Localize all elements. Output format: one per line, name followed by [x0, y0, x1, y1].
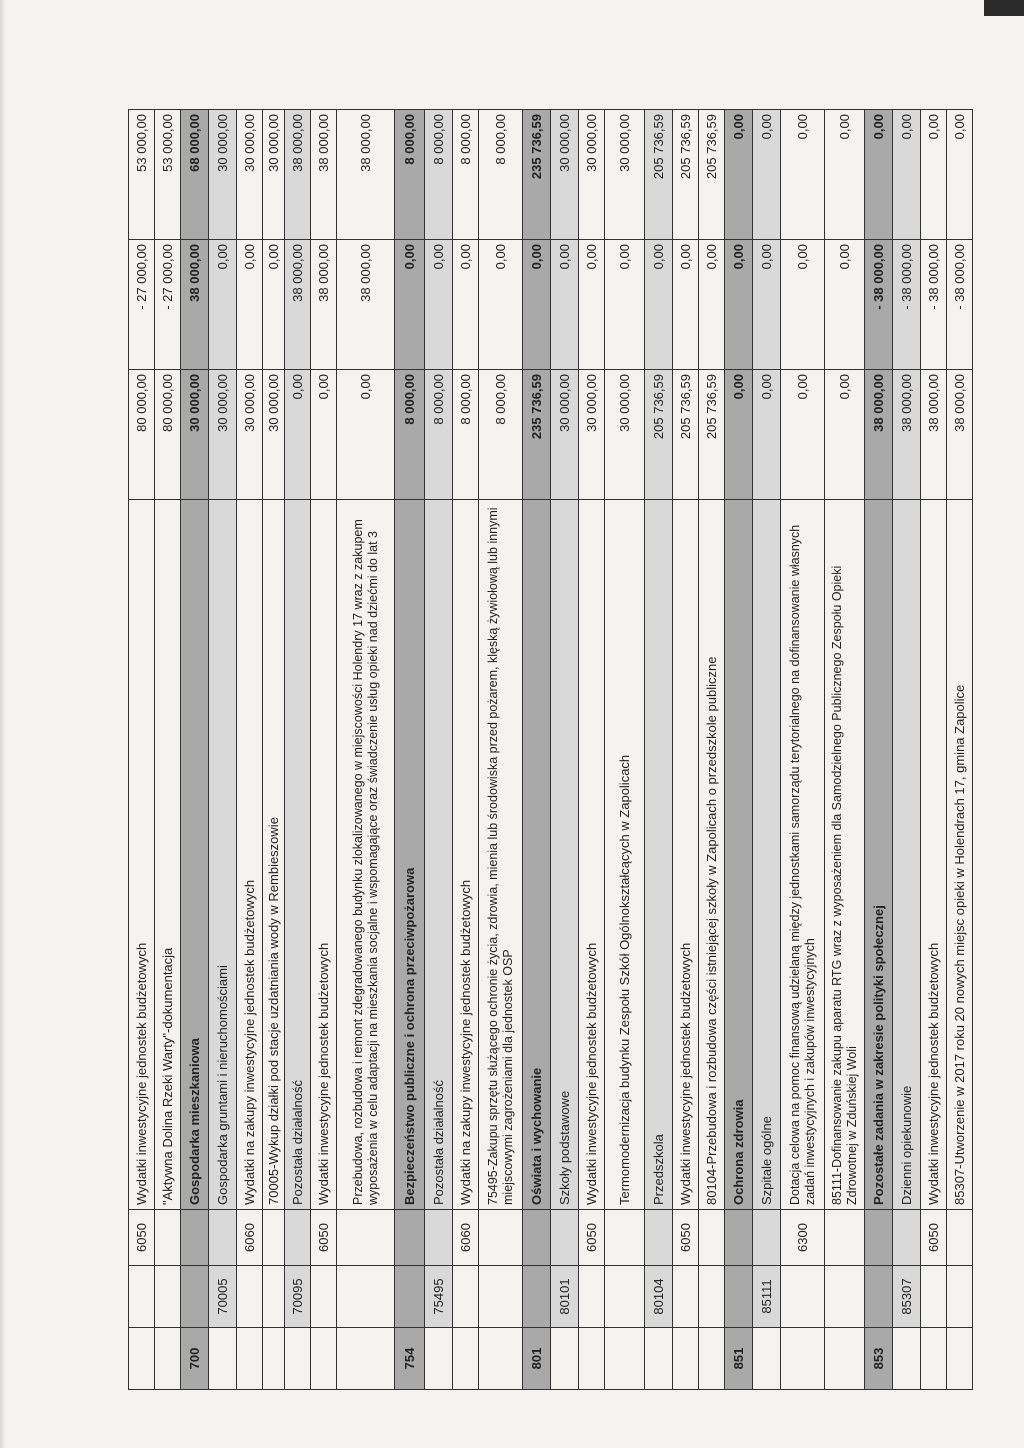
- rozdzial-cell: [129, 1266, 155, 1328]
- after-amount-cell: 0,00: [781, 110, 825, 240]
- plan-amount-cell: 30 000,00: [209, 370, 237, 500]
- plan-amount-cell: 8 000,00: [395, 370, 425, 500]
- description-cell: Termomodernizacja budynku Zespołu Szkół Ogólnokształcących w Zapolicach: [605, 500, 645, 1210]
- paragraf-cell: 6300: [781, 1210, 825, 1266]
- rozdzial-cell: [921, 1266, 947, 1328]
- subsection-row: [425, 110, 453, 1390]
- after-amount-cell: 0,00: [825, 110, 865, 240]
- dzial-cell: [479, 1328, 523, 1390]
- paragraf-cell: [753, 1210, 781, 1266]
- table-row: [453, 110, 479, 1390]
- after-amount-cell: 38 000,00: [311, 110, 337, 240]
- rozdzial-cell: [311, 1266, 337, 1328]
- plan-amount-cell: 38 000,00: [893, 370, 921, 500]
- rotated-page: [128, 110, 967, 1390]
- dzial-cell: [551, 1328, 579, 1390]
- table-row: [673, 110, 699, 1390]
- paragraf-cell: [605, 1210, 645, 1266]
- plan-amount-cell: 30 000,00: [551, 370, 579, 500]
- description-cell: Przedszkola: [645, 500, 673, 1210]
- change-amount-cell: 0,00: [237, 240, 263, 370]
- dzial-cell: 853: [865, 1328, 893, 1390]
- change-amount-cell: 0,00: [551, 240, 579, 370]
- table-row: [579, 110, 605, 1390]
- description-cell: Wydatki inwestycyjne jednostek budżetowych: [673, 500, 699, 1210]
- after-amount-cell: 235 736,59: [523, 110, 551, 240]
- change-amount-cell: 0,00: [605, 240, 645, 370]
- description-cell: 85307-Utworzenie w 2017 roku 20 nowych miejsc opieki w Holendrach 17, gmina Zapolice: [947, 500, 973, 1210]
- after-amount-cell: 38 000,00: [337, 110, 395, 240]
- description-cell: Gospodarka gruntami i nieruchomościami: [209, 500, 237, 1210]
- after-amount-cell: 53 000,00: [155, 110, 181, 240]
- plan-amount-cell: 235 736,59: [523, 370, 551, 500]
- dzial-cell: 801: [523, 1328, 551, 1390]
- after-amount-cell: 0,00: [753, 110, 781, 240]
- rozdzial-cell: [699, 1266, 725, 1328]
- paragraf-cell: 6050: [129, 1210, 155, 1266]
- plan-amount-cell: 0,00: [337, 370, 395, 500]
- subsection-row: [753, 110, 781, 1390]
- dzial-cell: [425, 1328, 453, 1390]
- description-cell: Wydatki inwestycyjne jednostek budżetowych: [579, 500, 605, 1210]
- description-cell: Pozostała działalność: [285, 500, 311, 1210]
- dzial-cell: [337, 1328, 395, 1390]
- change-amount-cell: 0,00: [699, 240, 725, 370]
- dzial-cell: [311, 1328, 337, 1390]
- change-amount-cell: 38 000,00: [285, 240, 311, 370]
- dzial-cell: [237, 1328, 263, 1390]
- after-amount-cell: 0,00: [893, 110, 921, 240]
- description-cell: 80104-Przebudowa i rozbudowa części istniejącej szkoły w Zapolicach o przedszkole publiczne: [699, 500, 725, 1210]
- rozdzial-cell: 80104: [645, 1266, 673, 1328]
- after-amount-cell: 30 000,00: [579, 110, 605, 240]
- plan-amount-cell: 38 000,00: [947, 370, 973, 500]
- description-cell: Szpitale ogólne: [753, 500, 781, 1210]
- description-cell: 70005-Wykup działki pod stacje uzdatniania wody w Rembieszowie: [263, 500, 285, 1210]
- after-amount-cell: 8 000,00: [479, 110, 523, 240]
- change-amount-cell: 0,00: [453, 240, 479, 370]
- section-row: [725, 110, 753, 1390]
- description-cell: Gospodarka mieszkaniowa: [181, 500, 209, 1210]
- after-amount-cell: 0,00: [865, 110, 893, 240]
- description-cell: 85111-Dofinansowanie zakupu aparatu RTG wraz z wyposażeniem dla Samodzielnego Publicznego Zespołu Opieki Zdrowotnej w Zduńskiej Woli: [825, 500, 865, 1210]
- change-amount-cell: 0,00: [395, 240, 425, 370]
- after-amount-cell: 205 736,59: [645, 110, 673, 240]
- rozdzial-cell: [263, 1266, 285, 1328]
- plan-amount-cell: 205 736,59: [673, 370, 699, 500]
- dzial-cell: [453, 1328, 479, 1390]
- rozdzial-cell: [479, 1266, 523, 1328]
- plan-amount-cell: 0,00: [753, 370, 781, 500]
- description-cell: Wydatki inwestycyjne jednostek budżetowych: [129, 500, 155, 1210]
- description-cell: Dzienni opiekunowie: [893, 500, 921, 1210]
- rozdzial-cell: [865, 1266, 893, 1328]
- subsection-row: [551, 110, 579, 1390]
- dzial-cell: [893, 1328, 921, 1390]
- section-row: [523, 110, 551, 1390]
- change-amount-cell: 0,00: [579, 240, 605, 370]
- subsection-row: [893, 110, 921, 1390]
- plan-amount-cell: 0,00: [781, 370, 825, 500]
- subsection-row: [645, 110, 673, 1390]
- plan-amount-cell: 38 000,00: [865, 370, 893, 500]
- table-row: [237, 110, 263, 1390]
- budget-table: [128, 109, 973, 1390]
- plan-amount-cell: 30 000,00: [237, 370, 263, 500]
- section-row: [181, 110, 209, 1390]
- change-amount-cell: - 38 000,00: [947, 240, 973, 370]
- description-cell: Pozostałe zadania w zakresie polityki społecznej: [865, 500, 893, 1210]
- description-cell: Wydatki inwestycyjne jednostek budżetowych: [921, 500, 947, 1210]
- table-row: [699, 110, 725, 1390]
- rozdzial-cell: 85111: [753, 1266, 781, 1328]
- after-amount-cell: 68 000,00: [181, 110, 209, 240]
- plan-amount-cell: 30 000,00: [181, 370, 209, 500]
- change-amount-cell: 38 000,00: [311, 240, 337, 370]
- change-amount-cell: 0,00: [425, 240, 453, 370]
- rozdzial-cell: 70005: [209, 1266, 237, 1328]
- after-amount-cell: 0,00: [725, 110, 753, 240]
- rozdzial-cell: 70095: [285, 1266, 311, 1328]
- plan-amount-cell: 8 000,00: [453, 370, 479, 500]
- rozdzial-cell: [605, 1266, 645, 1328]
- change-amount-cell: 0,00: [523, 240, 551, 370]
- rozdzial-cell: [337, 1266, 395, 1328]
- change-amount-cell: 0,00: [825, 240, 865, 370]
- plan-amount-cell: 0,00: [725, 370, 753, 500]
- rozdzial-cell: [725, 1266, 753, 1328]
- plan-amount-cell: 30 000,00: [579, 370, 605, 500]
- change-amount-cell: 0,00: [725, 240, 753, 370]
- after-amount-cell: 30 000,00: [551, 110, 579, 240]
- change-amount-cell: 0,00: [209, 240, 237, 370]
- table-row: [781, 110, 825, 1390]
- paragraf-cell: [947, 1210, 973, 1266]
- description-cell: Szkoły podstawowe: [551, 500, 579, 1210]
- change-amount-cell: - 38 000,00: [865, 240, 893, 370]
- after-amount-cell: 205 736,59: [699, 110, 725, 240]
- table-row: [337, 110, 395, 1390]
- table-row: [155, 110, 181, 1390]
- change-amount-cell: 0,00: [673, 240, 699, 370]
- change-amount-cell: 38 000,00: [337, 240, 395, 370]
- after-amount-cell: 8 000,00: [453, 110, 479, 240]
- plan-amount-cell: 8 000,00: [425, 370, 453, 500]
- plan-amount-cell: 80 000,00: [155, 370, 181, 500]
- description-cell: Dotacja celowa na pomoc finansową udzielaną między jednostkami samorządu terytorialnego na dofinansowanie własnych zadań inwestycyjnych i zakupów inwestycyjnych: [781, 500, 825, 1210]
- paragraf-cell: [893, 1210, 921, 1266]
- rozdzial-cell: [947, 1266, 973, 1328]
- dzial-cell: [605, 1328, 645, 1390]
- paragraf-cell: [181, 1210, 209, 1266]
- table-row: [479, 110, 523, 1390]
- table-row: [605, 110, 645, 1390]
- paragraf-cell: 6060: [453, 1210, 479, 1266]
- plan-amount-cell: 80 000,00: [129, 370, 155, 500]
- subsection-row: [209, 110, 237, 1390]
- description-cell: Bezpieczeństwo publiczne i ochrona przeciwpożarowa: [395, 500, 425, 1210]
- change-amount-cell: 0,00: [645, 240, 673, 370]
- paragraf-cell: 6050: [673, 1210, 699, 1266]
- plan-amount-cell: 0,00: [285, 370, 311, 500]
- plan-amount-cell: 0,00: [825, 370, 865, 500]
- rozdzial-cell: [825, 1266, 865, 1328]
- change-amount-cell: - 38 000,00: [893, 240, 921, 370]
- dzial-cell: 851: [725, 1328, 753, 1390]
- rozdzial-cell: [155, 1266, 181, 1328]
- dzial-cell: [209, 1328, 237, 1390]
- description-cell: Wydatki na zakupy inwestycyjne jednostek budżetowych: [453, 500, 479, 1210]
- table-row: [825, 110, 865, 1390]
- dzial-cell: [579, 1328, 605, 1390]
- change-amount-cell: 0,00: [479, 240, 523, 370]
- rozdzial-cell: [523, 1266, 551, 1328]
- description-cell: Wydatki na zakupy inwestycyjne jednostek budżetowych: [237, 500, 263, 1210]
- plan-amount-cell: 30 000,00: [605, 370, 645, 500]
- after-amount-cell: 53 000,00: [129, 110, 155, 240]
- plan-amount-cell: 8 000,00: [479, 370, 523, 500]
- plan-amount-cell: 0,00: [311, 370, 337, 500]
- paragraf-cell: [395, 1210, 425, 1266]
- paragraf-cell: [645, 1210, 673, 1266]
- after-amount-cell: 8 000,00: [425, 110, 453, 240]
- change-amount-cell: - 27 000,00: [155, 240, 181, 370]
- table-row: [921, 110, 947, 1390]
- paragraf-cell: [209, 1210, 237, 1266]
- change-amount-cell: 0,00: [753, 240, 781, 370]
- change-amount-cell: 0,00: [263, 240, 285, 370]
- after-amount-cell: 0,00: [947, 110, 973, 240]
- scan-edge-shadow: [0, 0, 6, 1448]
- description-cell: Wydatki inwestycyjne jednostek budżetowych: [311, 500, 337, 1210]
- budget-table-body: [129, 110, 973, 1390]
- paragraf-cell: [551, 1210, 579, 1266]
- after-amount-cell: 8 000,00: [395, 110, 425, 240]
- description-cell: Przebudowa, rozbudowa i remont zdegradowanego budynku zlokalizowanego w miejscowości Holendry 17 wraz z zakupem wyposażenia w celu adaptacji na mieszkania socjalne i wspomagające oraz świadczenie usług opieki nad dziećmi do lat 3: [337, 500, 395, 1210]
- table-row: [129, 110, 155, 1390]
- paragraf-cell: [725, 1210, 753, 1266]
- subsection-row: [285, 110, 311, 1390]
- dzial-cell: [781, 1328, 825, 1390]
- plan-amount-cell: 30 000,00: [263, 370, 285, 500]
- change-amount-cell: 38 000,00: [181, 240, 209, 370]
- rozdzial-cell: [579, 1266, 605, 1328]
- rozdzial-cell: 80101: [551, 1266, 579, 1328]
- description-cell: 75495-Zakupu sprzętu służącego ochronie życia, zdrowia, mienia lub środowiska przed pożarem, klęską żywiołową lub innymi miejscowymi zagrożeniami dla jednostek OSP: [479, 500, 523, 1210]
- dzial-cell: [155, 1328, 181, 1390]
- rozdzial-cell: 85307: [893, 1266, 921, 1328]
- change-amount-cell: 0,00: [781, 240, 825, 370]
- description-cell: Ochrona zdrowia: [725, 500, 753, 1210]
- dzial-cell: [825, 1328, 865, 1390]
- paragraf-cell: [699, 1210, 725, 1266]
- change-amount-cell: - 27 000,00: [129, 240, 155, 370]
- after-amount-cell: 30 000,00: [605, 110, 645, 240]
- rozdzial-cell: [181, 1266, 209, 1328]
- paragraf-cell: [337, 1210, 395, 1266]
- plan-amount-cell: 38 000,00: [921, 370, 947, 500]
- budget-document: [128, 110, 967, 1390]
- paragraf-cell: [425, 1210, 453, 1266]
- section-row: [865, 110, 893, 1390]
- description-cell: "Aktywna Dolina Rzeki Warty"-dokumentacja: [155, 500, 181, 1210]
- rozdzial-cell: [781, 1266, 825, 1328]
- table-row: [263, 110, 285, 1390]
- paragraf-cell: 6050: [921, 1210, 947, 1266]
- scan-corner-mark: [984, 0, 1024, 16]
- plan-amount-cell: 205 736,59: [699, 370, 725, 500]
- dzial-cell: [699, 1328, 725, 1390]
- table-row: [311, 110, 337, 1390]
- change-amount-cell: - 38 000,00: [921, 240, 947, 370]
- dzial-cell: [673, 1328, 699, 1390]
- after-amount-cell: 30 000,00: [237, 110, 263, 240]
- description-cell: Pozostała działalność: [425, 500, 453, 1210]
- after-amount-cell: 38 000,00: [285, 110, 311, 240]
- paragraf-cell: [865, 1210, 893, 1266]
- rozdzial-cell: 75495: [425, 1266, 453, 1328]
- rozdzial-cell: [453, 1266, 479, 1328]
- description-cell: Oświata i wychowanie: [523, 500, 551, 1210]
- table-row: [947, 110, 973, 1390]
- dzial-cell: [645, 1328, 673, 1390]
- after-amount-cell: 0,00: [921, 110, 947, 240]
- paragraf-cell: [285, 1210, 311, 1266]
- after-amount-cell: 30 000,00: [263, 110, 285, 240]
- section-row: [395, 110, 425, 1390]
- paragraf-cell: [523, 1210, 551, 1266]
- paragraf-cell: [479, 1210, 523, 1266]
- dzial-cell: [921, 1328, 947, 1390]
- dzial-cell: [947, 1328, 973, 1390]
- paragraf-cell: [155, 1210, 181, 1266]
- rozdzial-cell: [237, 1266, 263, 1328]
- paragraf-cell: [825, 1210, 865, 1266]
- dzial-cell: [753, 1328, 781, 1390]
- rozdzial-cell: [673, 1266, 699, 1328]
- dzial-cell: [129, 1328, 155, 1390]
- rozdzial-cell: [395, 1266, 425, 1328]
- dzial-cell: 754: [395, 1328, 425, 1390]
- paragraf-cell: 6060: [237, 1210, 263, 1266]
- plan-amount-cell: 205 736,59: [645, 370, 673, 500]
- after-amount-cell: 30 000,00: [209, 110, 237, 240]
- after-amount-cell: 205 736,59: [673, 110, 699, 240]
- dzial-cell: [285, 1328, 311, 1390]
- dzial-cell: 700: [181, 1328, 209, 1390]
- paragraf-cell: 6050: [311, 1210, 337, 1266]
- paragraf-cell: 6050: [579, 1210, 605, 1266]
- dzial-cell: [263, 1328, 285, 1390]
- paragraf-cell: [263, 1210, 285, 1266]
